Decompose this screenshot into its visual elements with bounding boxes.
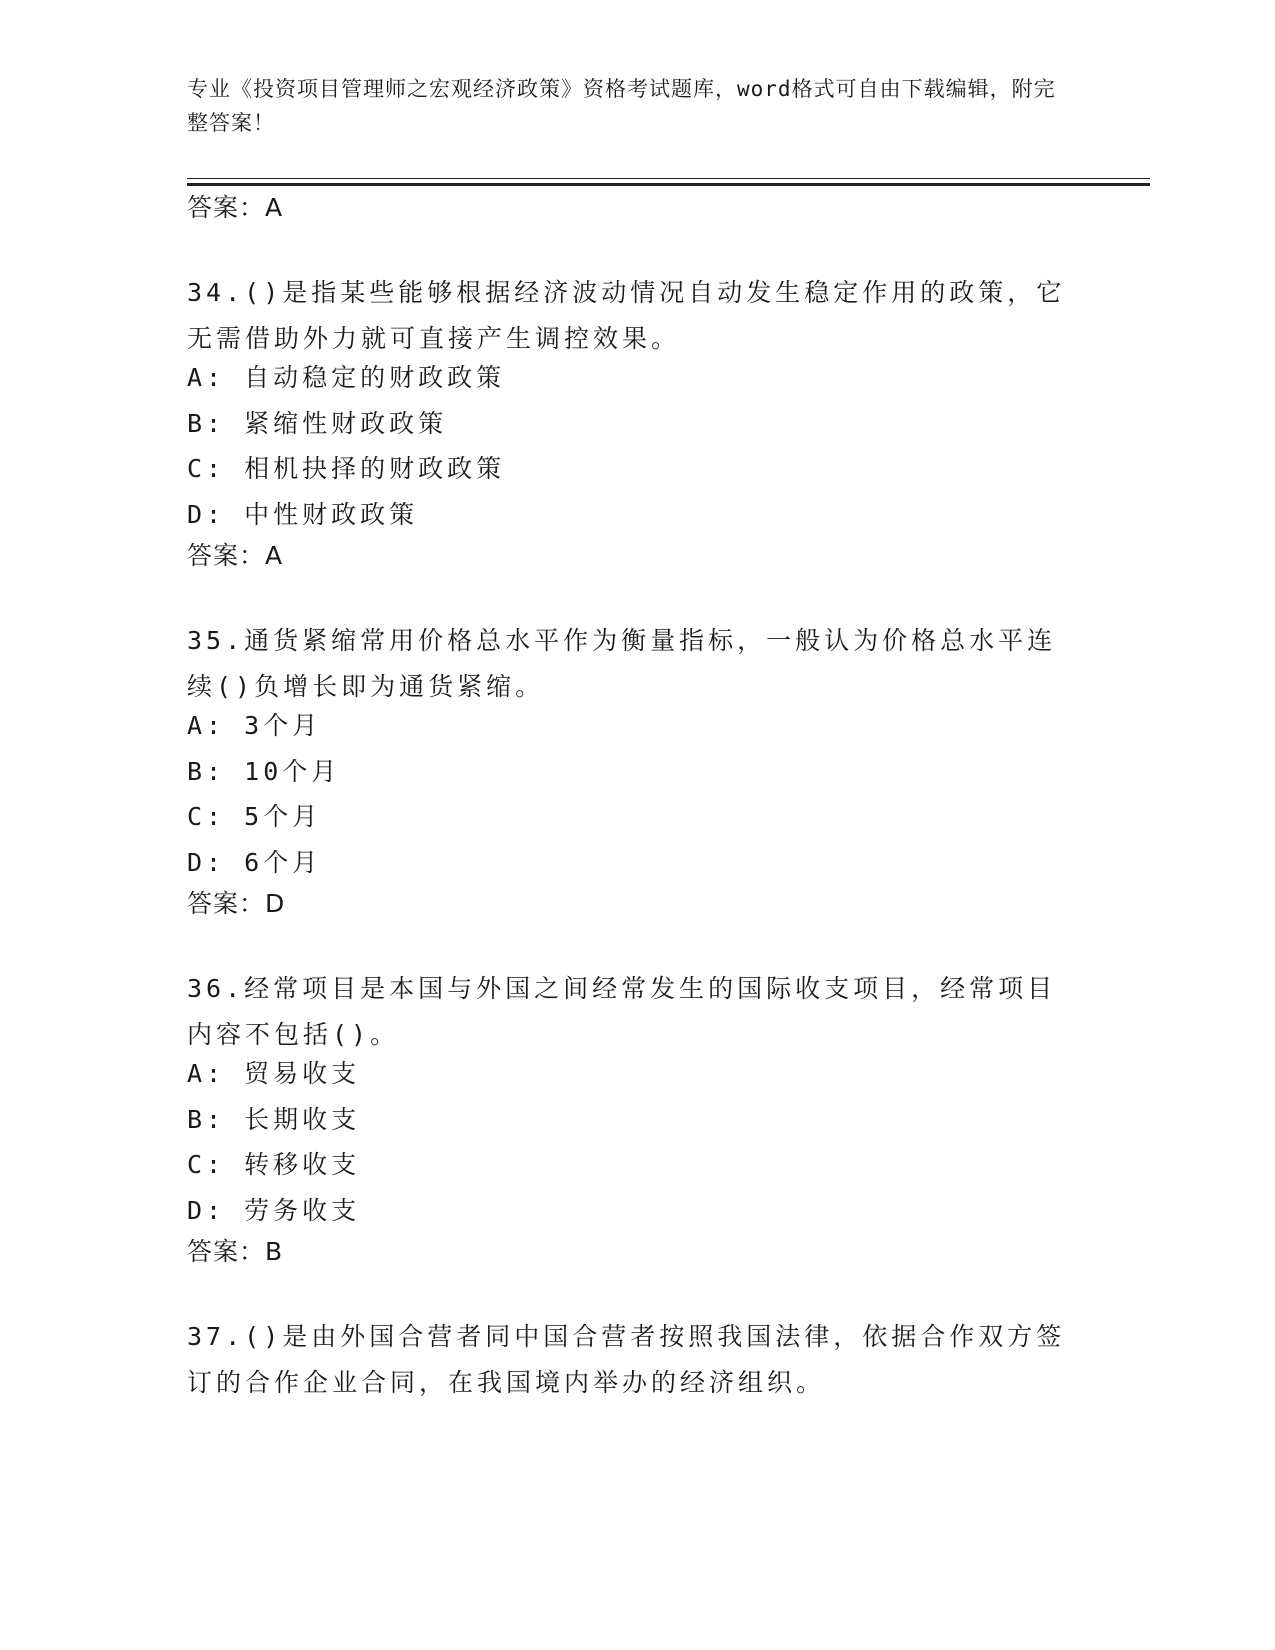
answer-line: 答案：B [187,1237,284,1266]
header-divider-thin [187,178,1150,179]
option-c: C: 转移收支 [187,1150,361,1179]
option-c: C: 相机抉择的财政政策 [187,454,506,483]
question-stem: 37.()是由外国合营者同中国合营者按照我国法律，依据合作双方签订的合作企业合同，在我国境内举办的经济组织。 [187,1322,1066,1397]
question-stem: 35.通货紧缩常用价格总水平作为衡量指标，一般认为价格总水平连续()负增长即为通货紧缩。 [187,626,1057,701]
option-b: B: 紧缩性财政政策 [187,408,448,438]
question-stem: 36.经常项目是本国与外国之间经常发生的国际收支项目，经常项目内容不包括()。 [187,974,1057,1049]
option-a: A: 贸易收支 [187,1059,361,1088]
option-a: A: 3个月 [187,711,322,740]
document-header: 专业《投资项目管理师之宏观经济政策》资格考试题库，word格式可自由下载编辑，附完整答案！ [187,77,1056,135]
option-a: A: 自动稳定的财政政策 [187,363,506,392]
question-stem: 34.()是指某些能够根据经济波动情况自动发生稳定作用的政策，它无需借助外力就可直接产生调控效果。 [187,278,1066,353]
header-divider-thick [187,183,1150,186]
option-b: B: 长期收支 [187,1104,361,1134]
answer-line: 答案：A [187,541,284,570]
answer-line: 答案：D [187,889,286,918]
option-b: B: 10个月 [187,756,341,786]
option-d: D: 6个月 [187,847,322,877]
option-d: D: 劳务收支 [187,1195,361,1225]
option-c: C: 5个月 [187,802,322,831]
answer-line: 答案：A [187,193,284,222]
option-list [187,703,1067,885]
option-list [187,355,1067,537]
option-d: D: 中性财政政策 [187,499,419,529]
option-list [187,1051,1067,1233]
